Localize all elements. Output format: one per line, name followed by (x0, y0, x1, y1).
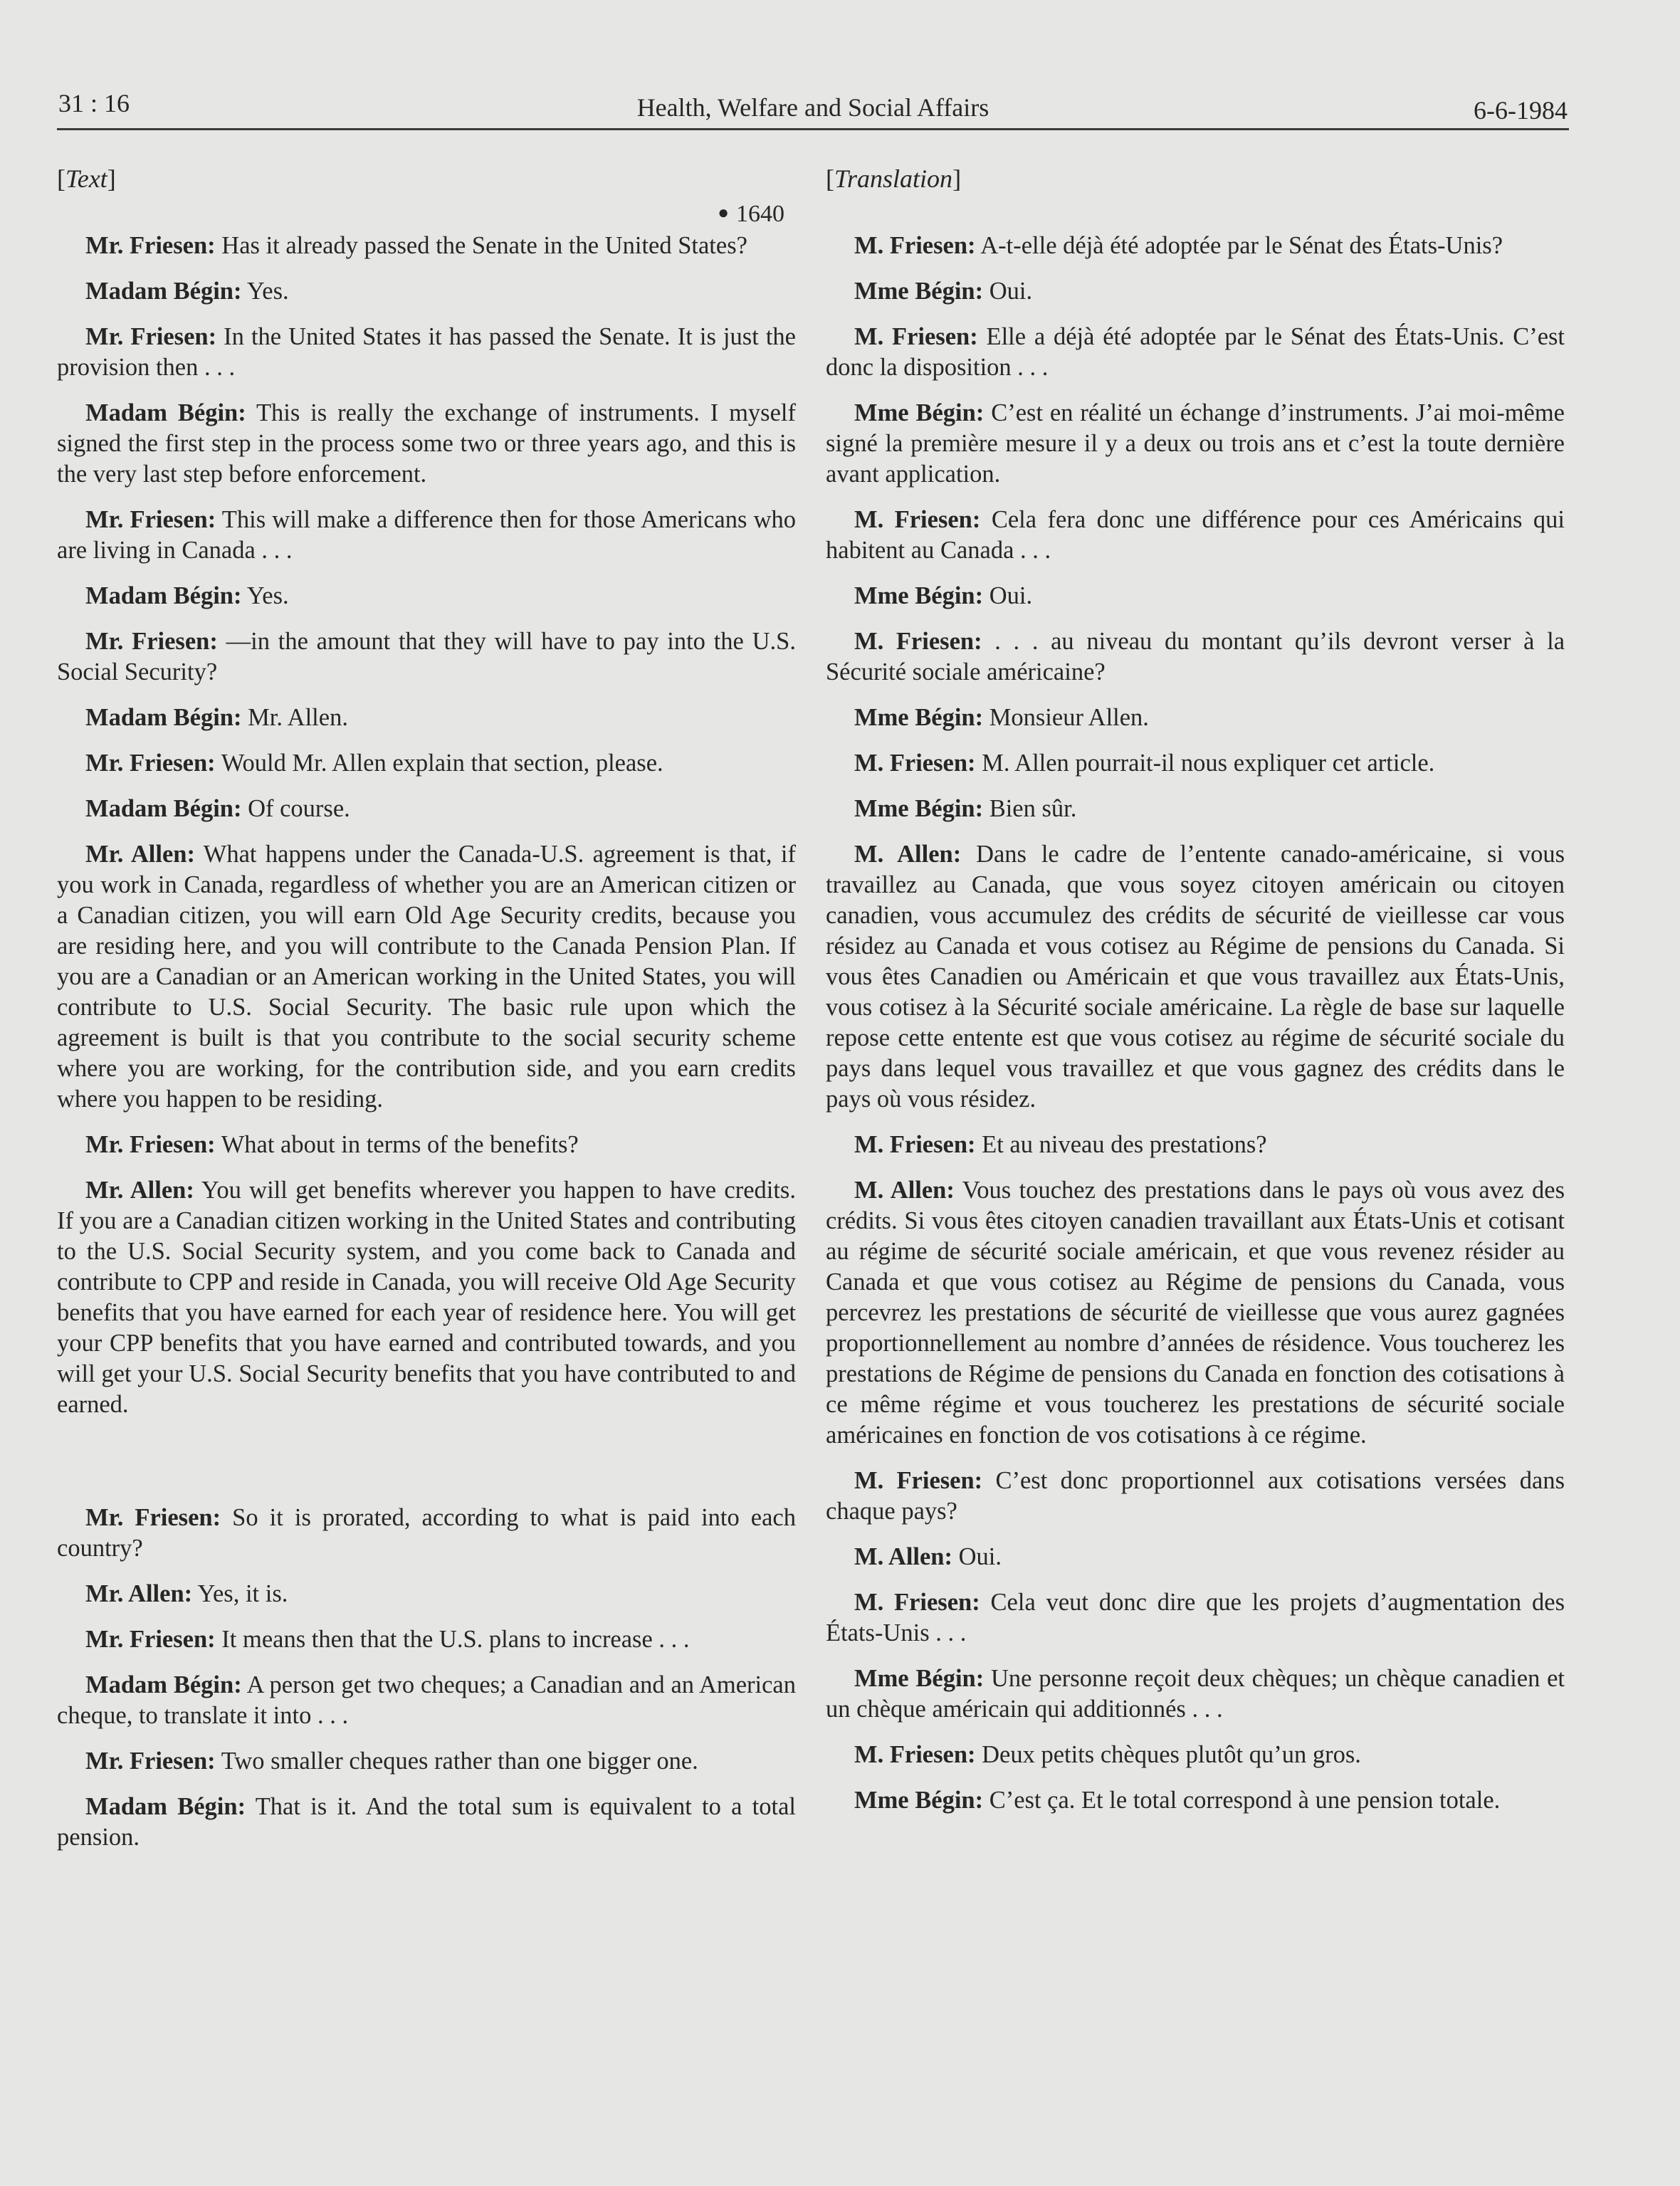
speaker-label: Mme Bégin: (854, 1665, 985, 1692)
transcript-paragraph (826, 1785, 1565, 1816)
speaker-label: Mr. Allen: (85, 841, 195, 868)
speech-text: This will make a difference then for those Americans who are living in Canada . . . (57, 506, 796, 564)
transcript-paragraph (57, 1746, 796, 1777)
transcript-paragraph (826, 1587, 1565, 1649)
speaker-label: Mr. Friesen: (85, 323, 217, 350)
right-column-french (826, 162, 1565, 1831)
speech-text: Would Mr. Allen explain that section, please. (221, 750, 663, 777)
transcript-paragraph (57, 1624, 796, 1655)
speech-text: . . . au niveau du montant qu’ils devront verser à la Sécurité sociale américaine? (826, 628, 1565, 685)
speech-text: Yes. (246, 278, 289, 305)
speaker-label: Mr. Friesen: (85, 750, 216, 777)
transcript-paragraph (826, 1740, 1565, 1770)
column-tag-text: [Text] (57, 164, 116, 193)
speech-text: It means then that the U.S. plans to increase . . . (221, 1626, 690, 1653)
transcript-paragraph (57, 748, 796, 779)
speech-text: C’est en réalité un échange d’instruments. J’ai moi-même signé la première mesure il y a deux ou trois ans et c’est la toute dernière avant application. (826, 399, 1565, 488)
speaker-label: M. Allen: (854, 1177, 955, 1204)
transcript-paragraph (826, 626, 1565, 688)
speech-text: Two smaller cheques rather than one bigger one. (221, 1748, 698, 1775)
speech-text: This is really the exchange of instruments. I myself signed the first step in the process some two or three years ago, and this is the very last step before enforcement. (57, 399, 796, 488)
transcript-paragraph (826, 322, 1565, 383)
transcript-paragraph (57, 231, 796, 261)
speaker-label: Mr. Friesen: (85, 1748, 216, 1775)
transcript-paragraph (57, 276, 796, 307)
speaker-label: Madam Bégin: (85, 582, 242, 609)
column-spacer (57, 1435, 796, 1503)
speech-text: Cela veut donc dire que les projets d’augmentation des États-Unis . . . (826, 1589, 1565, 1646)
transcript-paragraph (57, 794, 796, 824)
speech-text: That is it. And the total sum is equivalent to a total pension. (57, 1793, 796, 1851)
transcript-paragraph (826, 1175, 1565, 1451)
speech-text: Monsieur Allen. (989, 704, 1149, 731)
timestamp-spacer (826, 195, 1553, 231)
transcript-paragraph (57, 839, 796, 1115)
speaker-label: Mme Bégin: (854, 704, 984, 731)
speech-text: Mr. Allen. (248, 704, 348, 731)
speech-text: So it is prorated, according to what is paid into each country? (57, 1504, 796, 1562)
speech-text: In the United States it has passed the Senate. It is just the provision then . . . (57, 323, 796, 381)
speaker-label: Mr. Friesen: (85, 628, 218, 655)
speaker-label: Mr. Friesen: (85, 1626, 216, 1653)
transcript-paragraph (826, 276, 1565, 307)
speech-text: Oui. (989, 582, 1033, 609)
speaker-label: Mr. Friesen: (85, 232, 216, 259)
speech-text: Of course. (248, 795, 350, 822)
speaker-label: Madam Bégin: (85, 704, 242, 731)
speech-text: Et au niveau des prestations? (982, 1131, 1267, 1158)
transcript-paragraph (57, 1503, 796, 1564)
speech-text: C’est donc proportionnel aux cotisations versées dans chaque pays? (826, 1467, 1565, 1525)
speech-text: What happens under the Canada-U.S. agreement is that, if you work in Canada, regardless of whether you are an American citizen or a Canadian citizen, you will earn Old Age Security credits, because you are residing here, and you will contribute to the Canada Pension Plan. If you are a Canadian or an American working in the United States, you will contribute to U.S. Social Security. The basic rule upon which the agreement is built is that you contribute to the social security scheme where you are working, for the contribution side, and you earn credits where you happen to be residing. (57, 841, 796, 1113)
transcript-paragraph (826, 581, 1565, 611)
speaker-label: M. Friesen: (854, 1467, 983, 1494)
speech-text: C’est ça. Et le total correspond à une pension totale. (989, 1787, 1501, 1814)
speaker-label: Mr. Friesen: (85, 1131, 216, 1158)
speech-text: Oui. (989, 278, 1033, 305)
speech-text: A-t-elle déjà été adoptée par le Sénat des États-Unis? (980, 232, 1503, 259)
speech-text: Yes. (246, 582, 289, 609)
transcript-paragraph (826, 1466, 1565, 1527)
left-column-english (57, 162, 796, 1868)
transcript-paragraph (826, 839, 1565, 1115)
transcript-paragraph (826, 794, 1565, 824)
speaker-label: Mr. Friesen: (85, 1504, 221, 1531)
speaker-label: M. Friesen: (854, 628, 982, 655)
transcript-paragraph (826, 703, 1565, 733)
speaker-label: Mme Bégin: (854, 795, 984, 822)
speech-text: Yes, it is. (197, 1580, 288, 1607)
transcript-paragraph (57, 1130, 796, 1160)
speech-text: Elle a déjà été adoptée par le Sénat des États-Unis. C’est donc la disposition . . . (826, 323, 1565, 381)
speaker-label: Mme Bégin: (854, 582, 984, 609)
transcript-paragraph (826, 1542, 1565, 1572)
speaker-label: M. Friesen: (854, 506, 981, 533)
page-header (57, 84, 1569, 130)
transcript-paragraph (826, 748, 1565, 779)
speech-text: M. Allen pourrait-il nous expliquer cet article. (982, 750, 1435, 777)
speaker-label: Mme Bégin: (854, 1787, 984, 1814)
speaker-label: Mme Bégin: (854, 278, 984, 305)
transcript-paragraph (57, 626, 796, 688)
speech-text: Bien sûr. (989, 795, 1077, 822)
speaker-label: M. Allen: (854, 841, 962, 868)
speaker-label: M. Allen: (854, 1543, 952, 1570)
page-number: 31 : 16 (58, 89, 130, 117)
speaker-label: M. Friesen: (854, 750, 976, 777)
speaker-label: Madam Bégin: (85, 795, 242, 822)
speech-text: Une personne reçoit deux chèques; un chèque canadien et un chèque américain qui additionnés . . . (826, 1665, 1565, 1723)
speaker-label: Madam Bégin: (85, 1793, 246, 1820)
transcript-paragraph (826, 1130, 1565, 1160)
speaker-label: M. Friesen: (854, 323, 978, 350)
timestamp: ● 1640 (718, 201, 784, 227)
speech-text: Dans le cadre de l’entente canado-américaine, si vous travaillez au Canada, que vous soyez citoyen américain ou citoyen canadien, vous accumulez des crédits de sécurité de vieillesse car vous résidez au Canada et vous cotisez au Régime de pensions du Canada. Si vous êtes Canadien ou Américain et que vous travaillez aux États-Unis, vous cotisez à la Sécurité sociale américaine. La règle de base sur laquelle repose cette entente est que vous cotisez au régime de sécurité sociale du pays dans lequel vous travaillez et que vous gagnez des crédits dans le pays où vous résidez. (826, 841, 1565, 1113)
speech-text: Has it already passed the Senate in the United States? (221, 232, 747, 259)
speech-text: What about in terms of the benefits? (221, 1131, 579, 1158)
speaker-label: Mr. Allen: (85, 1177, 194, 1204)
speaker-label: Madam Bégin: (85, 399, 246, 426)
speaker-label: Madam Bégin: (85, 1671, 242, 1698)
speaker-label: M. Friesen: (854, 1741, 976, 1768)
speech-text: Cela fera donc une différence pour ces Américains qui habitent au Canada . . . (826, 506, 1565, 564)
transcript-paragraph (57, 1670, 796, 1731)
speaker-label: M. Friesen: (854, 232, 976, 259)
speaker-label: Mme Bégin: (854, 399, 985, 426)
speech-text: Oui. (958, 1543, 1002, 1570)
transcript-paragraph (57, 322, 796, 383)
speech-text: You will get benefits wherever you happen to have credits. If you are a Canadian citizen working in the United States and contributing to the U.S. Social Security system, and you come back to Canada and contribute to CPP and reside in Canada, you will receive Old Age Security benefits that you have earned for each year of residence here. You will get your CPP benefits that you have earned and contributed towards, and you will get your U.S. Social Security benefits that you have contributed to and earned. (57, 1177, 796, 1418)
speech-text: Deux petits chèques plutôt qu’un gros. (982, 1741, 1361, 1768)
speech-text: A person get two cheques; a Canadian and an American cheque, to translate it into . . . (57, 1671, 796, 1729)
speaker-label: Madam Bégin: (85, 278, 242, 305)
transcript-paragraph (57, 1579, 796, 1609)
transcript-paragraph (57, 1175, 796, 1420)
speaker-label: Mr. Friesen: (85, 506, 216, 533)
transcript-paragraph (826, 398, 1565, 490)
speech-text: —in the amount that they will have to pay into the U.S. Social Security? (57, 628, 796, 685)
transcript-paragraph (826, 231, 1565, 261)
transcript-paragraph (57, 581, 796, 611)
speaker-label: M. Friesen: (854, 1589, 980, 1616)
running-title: Health, Welfare and Social Affairs (636, 93, 989, 122)
column-tag-translation: [Translation] (826, 164, 962, 193)
transcript-paragraph (57, 703, 796, 733)
speaker-label: M. Friesen: (854, 1131, 976, 1158)
transcript-paragraph (57, 1792, 796, 1853)
transcript-paragraph (826, 505, 1565, 566)
header-date: 6-6-1984 (1474, 96, 1568, 125)
transcript-paragraph (57, 398, 796, 490)
transcript-paragraph (57, 505, 796, 566)
speech-text: Vous touchez des prestations dans le pays où vous avez des crédits. Si vous êtes citoyen canadien travaillant aux États-Unis et cotisant au régime de sécurité sociale américain, et que vous revenez résider au Canada et que vous cotisez au Régime de pensions du Canada, vous percevrez les prestations de sécurité de vieillesse que vous aurez gagnées proportionnellement au nombre d’années de résidence. Vous toucherez les prestations de Régime de pensions du Canada en fonction des cotisations à ce même régime et vous toucherez les prestations de sécurité sociale américaines en fonction de vos cotisations à ce régime. (826, 1177, 1565, 1449)
transcript-paragraph (826, 1664, 1565, 1725)
speaker-label: Mr. Allen: (85, 1580, 193, 1607)
